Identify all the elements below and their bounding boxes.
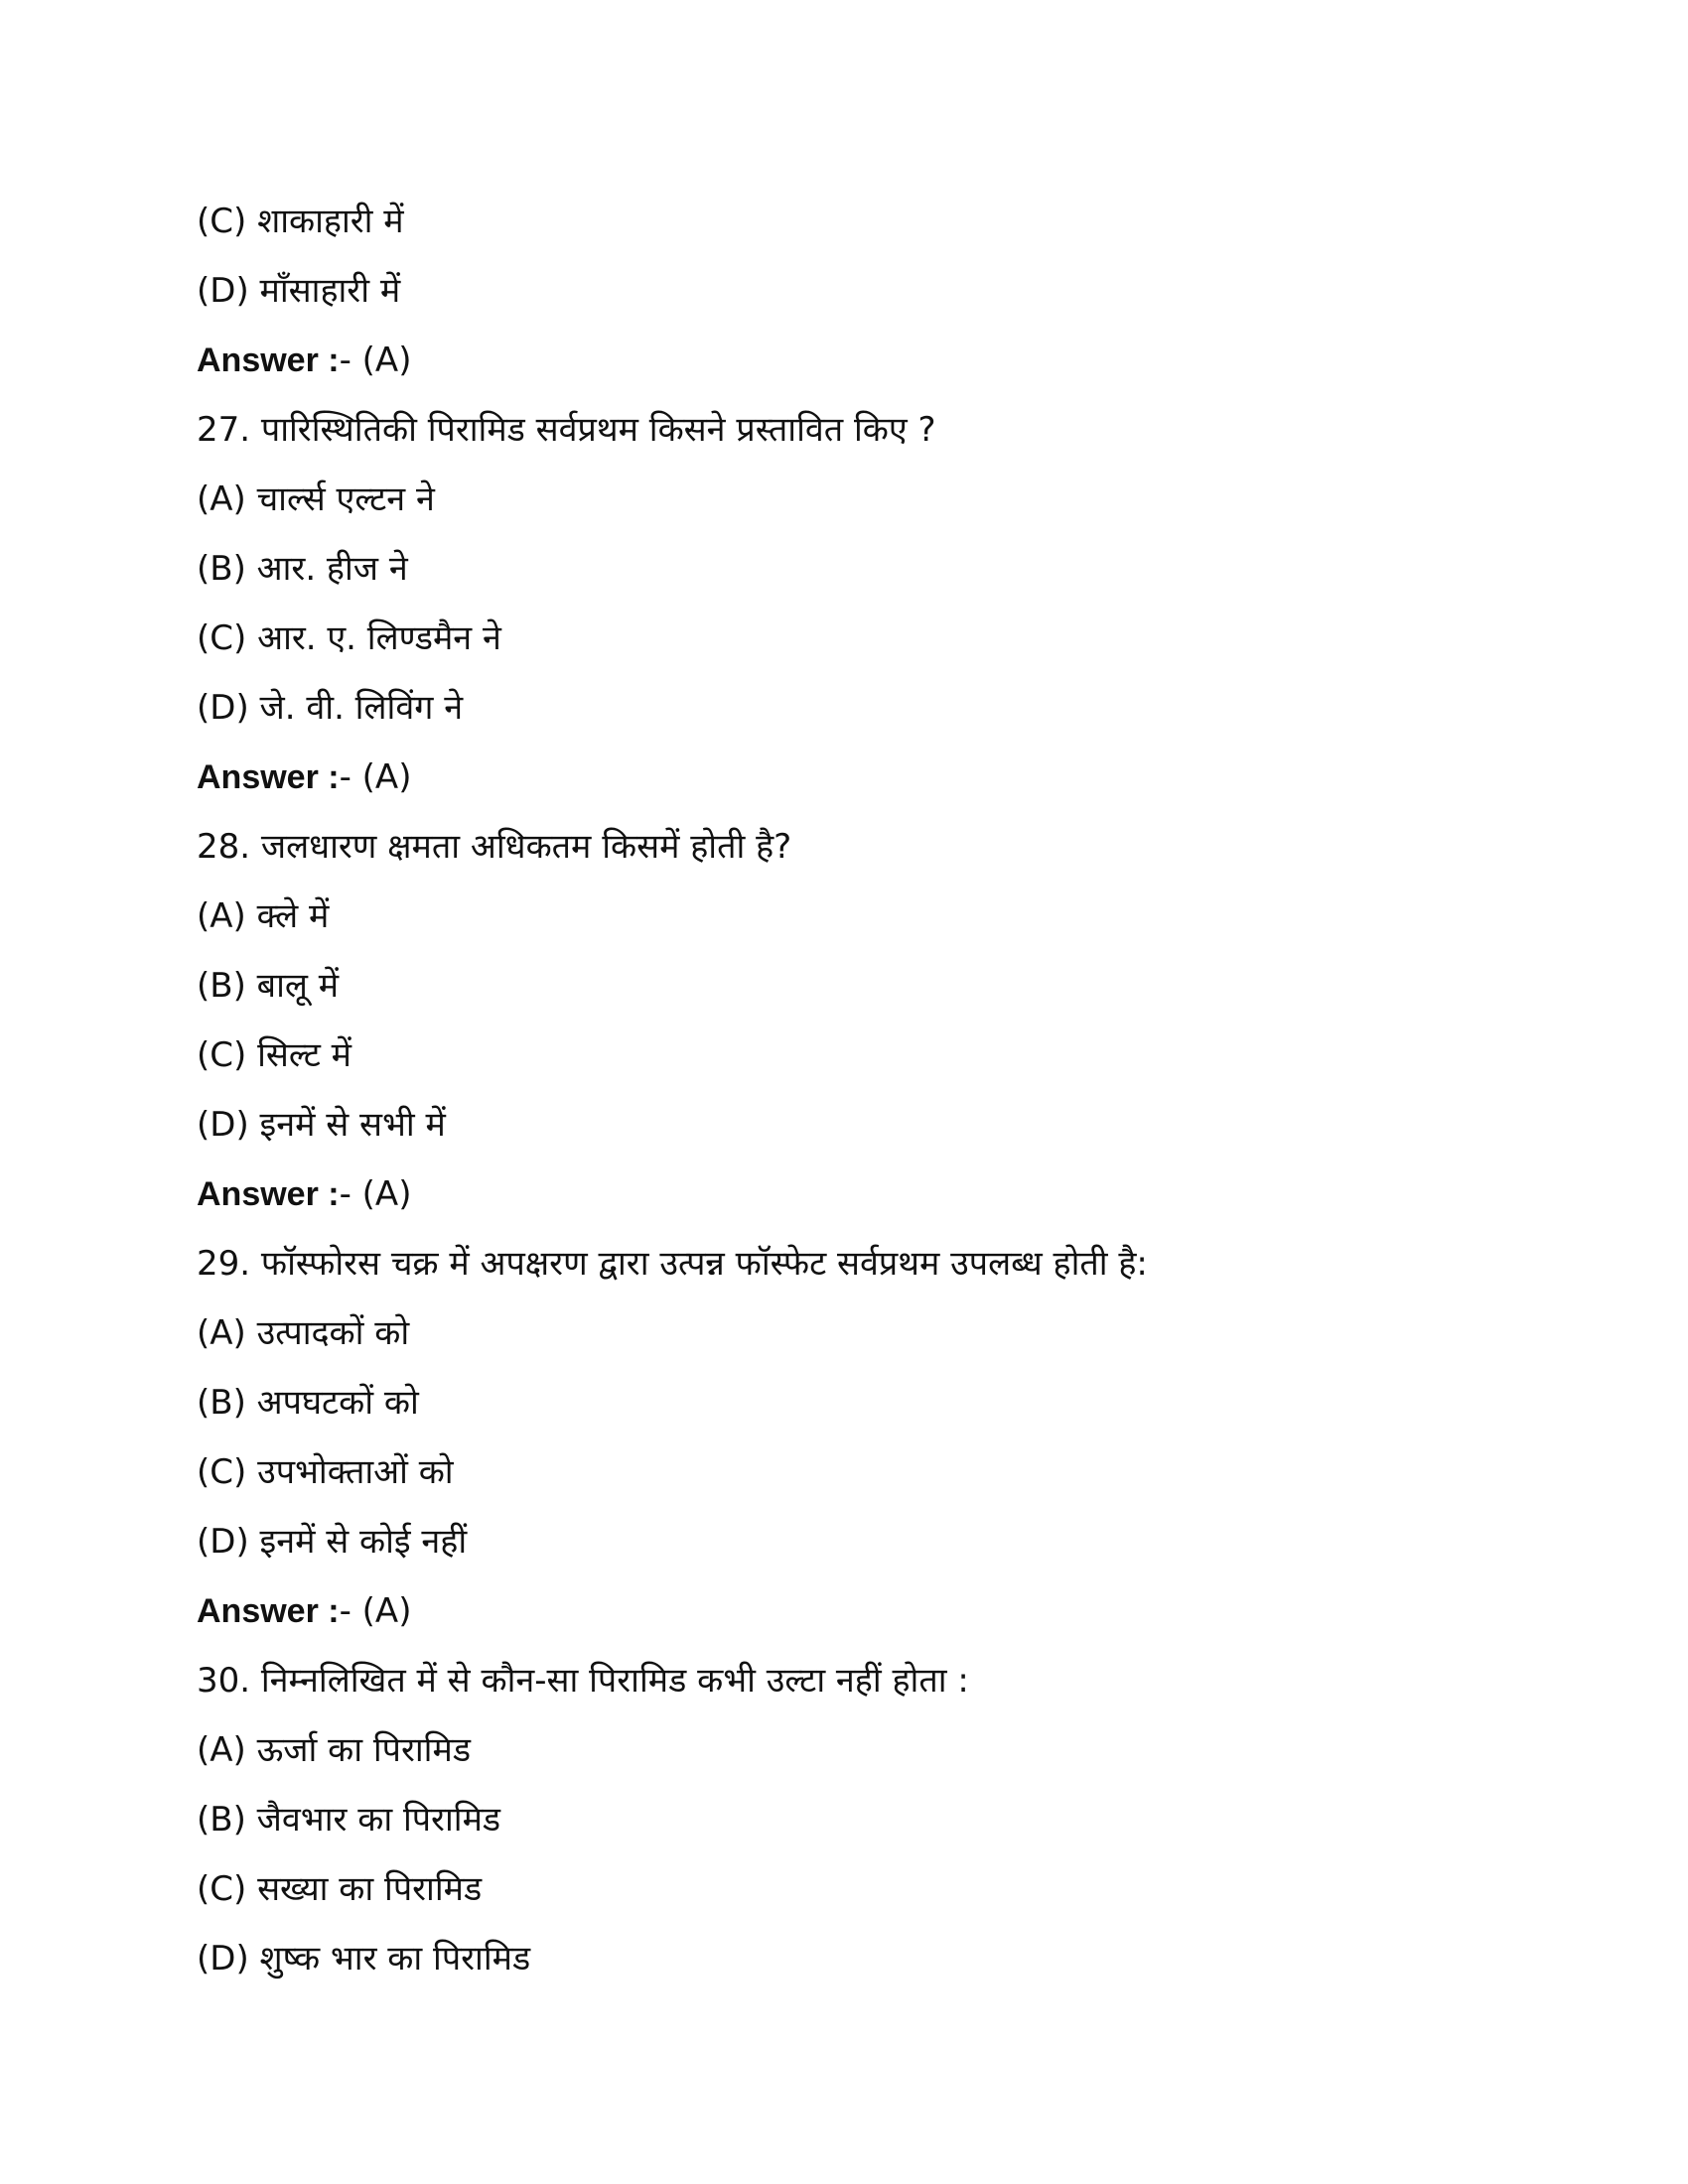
answer-q29 <box>197 1584 1567 1654</box>
question-29: 29. फॉस्फोरस चक्र में अपक्षरण द्वारा उत्पन्न फॉस्फेट सर्वप्रथम उपलब्ध होती है: <box>197 1244 1148 1284</box>
answer-value: - (A) <box>339 1591 412 1631</box>
option-b-q28: (B) बालू में <box>197 966 340 1006</box>
answer-label: Answer : <box>197 758 340 796</box>
option-d-q26: (D) माँसाहारी में <box>197 271 401 311</box>
answer-label: Answer : <box>197 341 340 379</box>
answer-label: Answer : <box>197 1175 340 1213</box>
question-28: 28. जलधारण क्षमता अधिकतम किसमें होती है? <box>197 827 792 867</box>
answer-value: - (A) <box>339 341 412 380</box>
option-d-q27: (D) जे. वी. लिविंग ने <box>197 688 464 728</box>
option-c-q30: (C) सख्या का पिरामिड <box>197 1869 483 1909</box>
option-a-q28: (A) क्ले में <box>197 896 330 936</box>
option-d-q30: (D) शुष्क भार का पिरामिड <box>197 1939 531 1979</box>
option-b-q29: (B) अपघटकों को <box>197 1383 419 1423</box>
document-page <box>197 195 1567 2001</box>
option-c-q28: (C) सिल्ट में <box>197 1035 352 1075</box>
option-c-q26: (C) शाकाहारी में <box>197 202 404 241</box>
answer-q28 <box>197 1167 1567 1237</box>
option-d-q28: (D) इनमें से सभी में <box>197 1105 446 1145</box>
option-c-q27: (C) आर. ए. लिण्डमैन ने <box>197 618 501 658</box>
question-30: 30. निम्नलिखित में से कौन-सा पिरामिड कभी उल्टा नहीं होता : <box>197 1661 969 1701</box>
answer-q27 <box>197 751 1567 820</box>
question-27: 27. पारिस्थितिकी पिरामिड सर्वप्रथम किसने प्रस्तावित किए ? <box>197 410 936 450</box>
answer-label: Answer : <box>197 1592 340 1630</box>
option-a-q29: (A) उत्पादकों को <box>197 1313 410 1353</box>
option-c-q29: (C) उपभोक्ताओं को <box>197 1452 454 1492</box>
answer-value: - (A) <box>339 757 412 797</box>
answer-value: - (A) <box>339 1174 412 1214</box>
option-b-q27: (B) आर. हीज ने <box>197 549 408 589</box>
option-b-q30: (B) जैवभार का पिरामिड <box>197 1800 501 1840</box>
option-d-q29: (D) इनमें से कोई नहीं <box>197 1522 468 1562</box>
option-a-q27: (A) चार्ल्स एल्टन ने <box>197 479 435 519</box>
answer-q26 <box>197 334 1567 403</box>
option-a-q30: (A) ऊर्जा का पिरामिड <box>197 1730 472 1770</box>
